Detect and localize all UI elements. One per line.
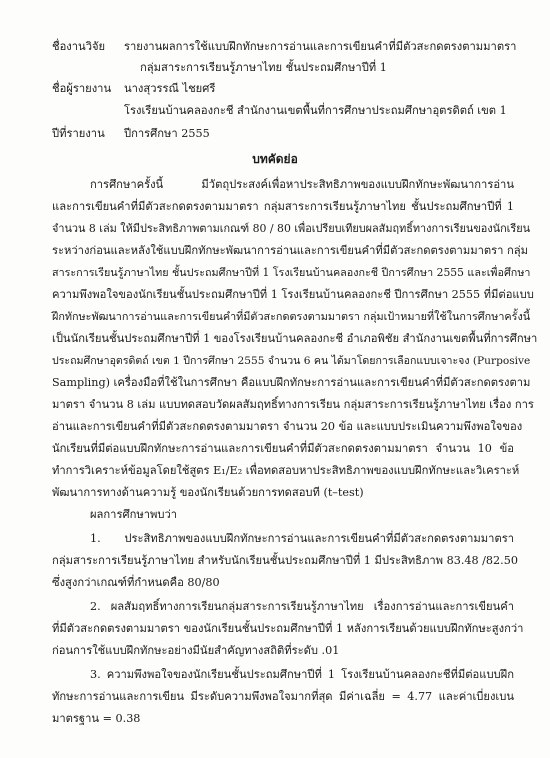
abstract-line: พัฒนาการทางด้านความรู้ ของนักเรียนด้วยการทดสอบที (t–test) — [52, 486, 364, 499]
abstract-line: ระหว่างก่อนและหลังใช้แบบฝึกทักษะพัฒนาการอ่านและการเขียนคำที่มีตัวสะกดตรงตามมาตรา กลุ่ม — [52, 244, 528, 257]
research-title-line-2: กลุ่มสาระการเรียนรู้ภาษาไทย ชั้นประถมศึกษาปีที่ 1 — [140, 61, 387, 74]
abstract-line: และการเขียนคำที่มีตัวสะกดตรงตามมาตรา กลุ่มสาระการเรียนรู้ภาษาไทย ชั้นประถมศึกษาปีที่ 1 — [52, 200, 514, 213]
abstract-title: บทคัดย่อ — [252, 152, 298, 166]
research-title-label: ชื่องานวิจัย — [52, 40, 106, 53]
abstract-line: เป็นนักเรียนชั้นประถมศึกษาปีที่ 1 ของโรงเรียนบ้านคลองกะชี อำเภอพิชัย สำนักงานเขตพื้นที่การศึกษา — [52, 332, 538, 345]
abstract-line: จำนวน 8 เล่ม ให้มีประสิทธิภาพตามเกณฑ์ 80 / 80 เพื่อเปรียบเทียบผลสัมฤทธิ์ทางการเรียนของนักเรียน — [52, 222, 531, 235]
result-1-line-2: กลุ่มสาระการเรียนรู้ภาษาไทย สำหรับนักเรียนชั้นประถมศึกษาปีที่ 1 มีประสิทธิภาพ 83.48 /82.50 — [52, 554, 518, 567]
report-year-label: ปีที่รายงาน — [52, 127, 105, 140]
result-3-line-3: มาตรฐาน = 0.38 — [52, 712, 141, 725]
report-year-value: ปีการศึกษา 2555 — [124, 127, 210, 140]
abstract-line: นักเรียนที่มีต่อแบบฝึกทักษะการอ่านและการเขียนคำที่มีตัวสะกดตรงตามมาตรา จำนวน 10 ข้อ — [52, 442, 514, 455]
result-1-line-3: ซึ่งสูงกว่าเกณฑ์ที่กำหนดคือ 80/80 — [52, 576, 220, 589]
reporter-organization: โรงเรียนบ้านคลองกะชี สำนักงานเขตพื้นที่การศึกษาประถมศึกษาอุตรดิตถ์ เขต 1 — [124, 104, 507, 117]
research-title-line-1: รายงานผลการใช้แบบฝึกทักษะการอ่านและการเขียนคำที่มีตัวสะกดตรงตามมาตรา — [124, 40, 517, 53]
results-heading: ผลการศึกษาพบว่า — [90, 508, 178, 521]
result-3-line-2: ทักษะการอ่านและการเขียน มีระดับความพึงพอใจมากที่สุด มีค่าเฉลี่ย = 4.77 และค่าเบี่ยงเบน — [52, 690, 514, 703]
abstract-line: ประถมศึกษาอุตรดิตถ์ เขต 1 ปีการศึกษา 2555 จำนวน 6 คน ได้มาโดยการเลือกแบบเจาะจง (Purposive — [52, 355, 531, 367]
abstract-line: การศึกษาครั้งนี้ มีวัตถุประสงค์เพื่อหาประสิทธิภาพของแบบฝึกทักษะพัฒนาการอ่าน — [90, 178, 514, 191]
result-2-line-1: 2. ผลสัมฤทธิ์ทางการเรียนกลุ่มสาระการเรียนรู้ภาษาไทย เรื่องการอ่านและการเขียนคำ — [90, 600, 514, 613]
reporter-name: นางสุวรรณี ไชยศรี — [124, 82, 216, 95]
abstract-line: ฝึกทักษะพัฒนาการอ่านและการเขียนคำที่มีตัวสะกดตรงตามมาตรา กลุ่มเป้าหมายที่ใช้ในการศึกษาครั้งนี้ — [52, 310, 531, 323]
abstract-line: มาตรา จำนวน 8 เล่ม แบบทดสอบวัดผลสัมฤทธิ์ทางการเรียน กลุ่มสาระการเรียนรู้ภาษาไทย เรื่อง การ — [52, 398, 534, 411]
result-2-line-2: ที่มีตัวสะกดตรงตามมาตรา ของนักเรียนชั้นประถมศึกษาปีที่ 1 หลังการเรียนด้วยแบบฝึกทักษะสูงกว่า — [52, 622, 524, 635]
result-3-line-1: 3. ความพึงพอใจของนักเรียนชั้นประถมศึกษาปีที่ 1 โรงเรียนบ้านคลองกะชีที่มีต่อแบบฝึก — [90, 668, 514, 681]
result-1-line-1: 1. ประสิทธิภาพของแบบฝึกทักษะการอ่านและการเขียนคำที่มีตัวสะกดตรงตามมาตรา — [90, 532, 514, 545]
abstract-line: Sampling) เครื่องมือที่ใช้ในการศึกษา คือแบบฝึกทักษะการอ่านและการเขียนคำที่มีตัวสะกดตรงตาม — [52, 376, 531, 389]
abstract-line: สาระการเรียนรู้ภาษาไทย ชั้นประถมศึกษาปีที่ 1 โรงเรียนบ้านคลองกะชี ปีการศึกษา 2555 และเพื่อศึกษา — [52, 266, 531, 279]
abstract-line: ทำการวิเคราะห์ข้อมูลโดยใช้สูตร E₁/E₂ เพื่อทดสอบหาประสิทธิภาพของแบบฝึกทักษะและวิเคราะห์ — [52, 464, 520, 477]
abstract-line: ความพึงพอใจของนักเรียนชั้นประถมศึกษาปีที่ 1 โรงเรียนบ้านคลองกะชี ปีการศึกษา 2555 ที่มีต่อแบบ — [52, 288, 534, 301]
abstract-line: อ่านและการเขียนคำที่มีตัวสะกดตรงตามมาตรา จำนวน 20 ข้อ และแบบประเมินความพึงพอใจของ — [52, 420, 523, 433]
result-2-line-3: ก่อนการใช้แบบฝึกทักษะอย่างมีนัยสำคัญทางสถิติที่ระดับ .01 — [52, 644, 340, 657]
reporter-label: ชื่อผู้รายงาน — [52, 82, 112, 95]
